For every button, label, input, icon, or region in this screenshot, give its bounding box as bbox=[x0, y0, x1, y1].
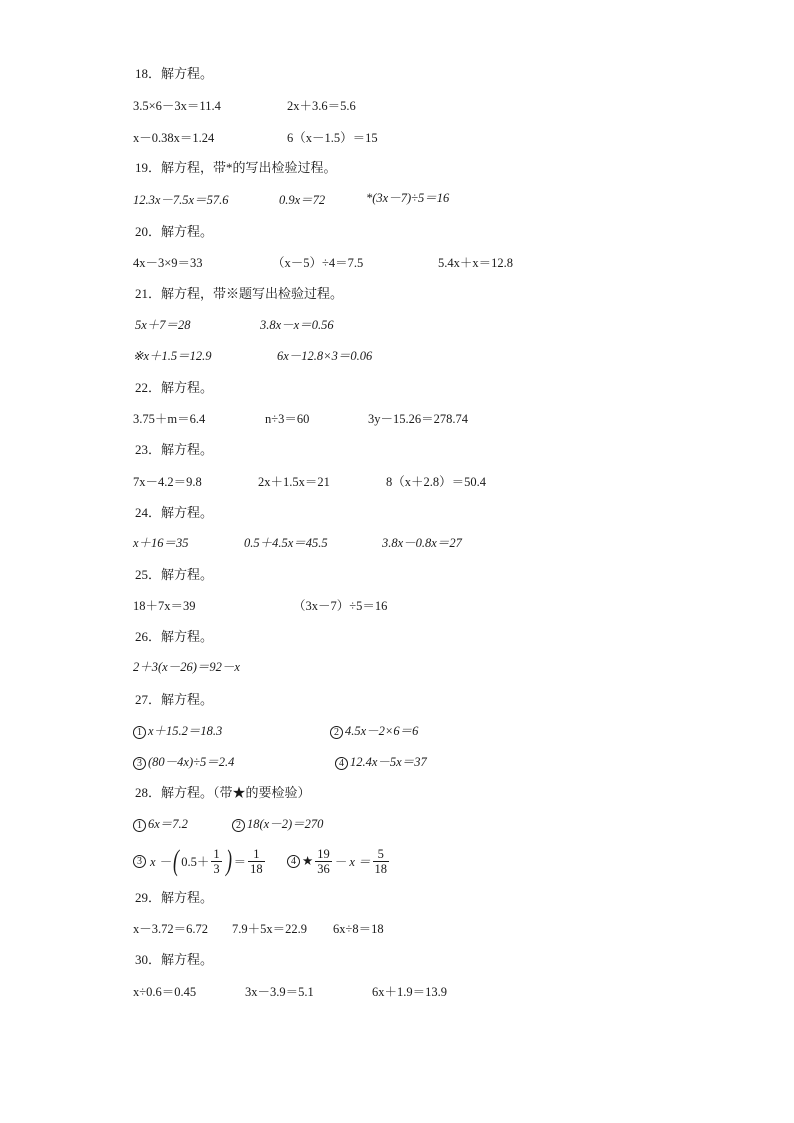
equation: 3.75＋m＝6.4 bbox=[133, 412, 206, 426]
problem-24-title: 24．解方程。 bbox=[135, 505, 214, 520]
equation bbox=[133, 723, 222, 739]
equation-body: 18(x－2)＝270 bbox=[247, 817, 324, 831]
circled-number: 4 bbox=[335, 757, 348, 770]
problem-22-title: 22．解方程。 bbox=[135, 380, 214, 395]
equation: 4x－3×9＝33 bbox=[133, 256, 203, 270]
equation: 5x＋7＝28 bbox=[135, 318, 191, 332]
equation: 6x＋1.9＝13.9 bbox=[372, 985, 448, 999]
denominator: 18 bbox=[374, 861, 388, 876]
equation: 3.5×6－3x＝11.4 bbox=[133, 99, 221, 113]
equation bbox=[133, 816, 188, 832]
numerator: 1 bbox=[248, 847, 265, 862]
star-icon: ★ bbox=[302, 854, 314, 868]
equation: n÷3＝60 bbox=[265, 412, 310, 426]
equation-body: 12.4x－5x＝37 bbox=[350, 755, 427, 769]
equation: 12.3x－7.5x＝57.6 bbox=[133, 193, 229, 207]
equation bbox=[232, 816, 323, 832]
numerator: 19 bbox=[317, 846, 330, 861]
equation: 2x＋3.6＝5.6 bbox=[287, 99, 356, 113]
equation: 0.5＋4.5x＝45.5 bbox=[244, 536, 328, 550]
circled-number: 3 bbox=[133, 757, 146, 770]
equation: ※x＋1.5＝12.9 bbox=[133, 349, 212, 363]
equation: 6（x－1.5）＝15 bbox=[287, 131, 378, 145]
equation: *(3x－7)÷5＝16 bbox=[366, 191, 450, 205]
circled-number: 1 bbox=[133, 726, 146, 739]
circled-number: 4 bbox=[287, 855, 300, 868]
equation bbox=[335, 754, 427, 770]
equation-body: 4.5x－2×6＝6 bbox=[345, 724, 419, 738]
equation: x＋16＝35 bbox=[133, 536, 189, 550]
fraction bbox=[248, 847, 265, 876]
circled-number: 2 bbox=[330, 726, 343, 739]
eq-equals: ＝ bbox=[233, 855, 247, 869]
circled-number: 1 bbox=[133, 819, 146, 832]
equation: 3y－15.26＝278.74 bbox=[368, 412, 469, 426]
equation: （x－5）÷4＝7.5 bbox=[272, 256, 364, 270]
equation bbox=[330, 723, 418, 739]
problem-26-title: 26．解方程。 bbox=[135, 629, 214, 644]
eq-middle: － x ＝ bbox=[333, 855, 371, 869]
denominator: 18 bbox=[250, 861, 263, 876]
fraction bbox=[211, 847, 221, 876]
denominator: 3 bbox=[213, 861, 220, 876]
equation: 7.9＋5x＝22.9 bbox=[232, 922, 308, 936]
numerator: 1 bbox=[213, 846, 220, 861]
denominator: 36 bbox=[317, 861, 330, 876]
equation: 3x－3.9＝5.1 bbox=[245, 985, 314, 999]
fraction bbox=[373, 847, 390, 876]
equation: 2＋3(x－26)＝92－x bbox=[133, 660, 240, 674]
equation: x÷0.6＝0.45 bbox=[133, 985, 197, 999]
circled-number: 2 bbox=[232, 819, 245, 832]
equation: x－3.72＝6.72 bbox=[133, 922, 209, 936]
problem-20-title: 20．解方程。 bbox=[135, 224, 214, 239]
numerator: 5 bbox=[373, 847, 390, 862]
problem-27-title: 27．解方程。 bbox=[135, 692, 214, 707]
equation: 5.4x＋x＝12.8 bbox=[438, 256, 514, 270]
eq-inner: 0.5＋ bbox=[181, 855, 210, 869]
problem-21-title: 21．解方程，带※题写出检验过程。 bbox=[135, 286, 344, 301]
equation: 7x－4.2＝9.8 bbox=[133, 475, 202, 489]
equation: （3x－7）÷5＝16 bbox=[293, 599, 388, 613]
equation: 18＋7x＝39 bbox=[133, 599, 196, 613]
equation: 6x－12.8×3＝0.06 bbox=[277, 349, 373, 363]
equation-fraction-4 bbox=[287, 841, 391, 881]
problem-23-title: 23．解方程。 bbox=[135, 442, 214, 457]
eq-lhs: x － bbox=[150, 855, 172, 869]
equation: 3.8x－x＝0.56 bbox=[260, 318, 334, 332]
equation-fraction-3 bbox=[133, 841, 267, 881]
equation: 8（x＋2.8）＝50.4 bbox=[386, 475, 487, 489]
equation: 0.9x＝72 bbox=[279, 193, 326, 207]
equation: 2x＋1.5x＝21 bbox=[258, 475, 330, 489]
equation-body: 6x＝7.2 bbox=[148, 817, 188, 831]
problem-30-title: 30．解方程。 bbox=[135, 952, 214, 967]
fraction bbox=[315, 847, 332, 876]
equation bbox=[133, 754, 234, 770]
problem-29-title: 29．解方程。 bbox=[135, 890, 214, 905]
left-paren: ( bbox=[173, 844, 180, 877]
problem-18-title: 18．解方程。 bbox=[135, 66, 214, 81]
circled-number: 3 bbox=[133, 855, 146, 868]
equation: 3.8x－0.8x＝27 bbox=[382, 536, 462, 550]
problem-28-title: 28．解方程。（带★的要检验） bbox=[135, 785, 311, 800]
problem-19-title: 19．解方程，带*的写出检验过程。 bbox=[135, 160, 337, 175]
equation: x－0.38x＝1.24 bbox=[133, 131, 215, 145]
right-paren: ) bbox=[225, 844, 232, 877]
problem-25-title: 25．解方程。 bbox=[135, 567, 214, 582]
equation: 6x÷8＝18 bbox=[333, 922, 384, 936]
equation-body: x＋15.2＝18.3 bbox=[148, 724, 223, 738]
equation-body: (80－4x)÷5＝2.4 bbox=[148, 755, 235, 769]
